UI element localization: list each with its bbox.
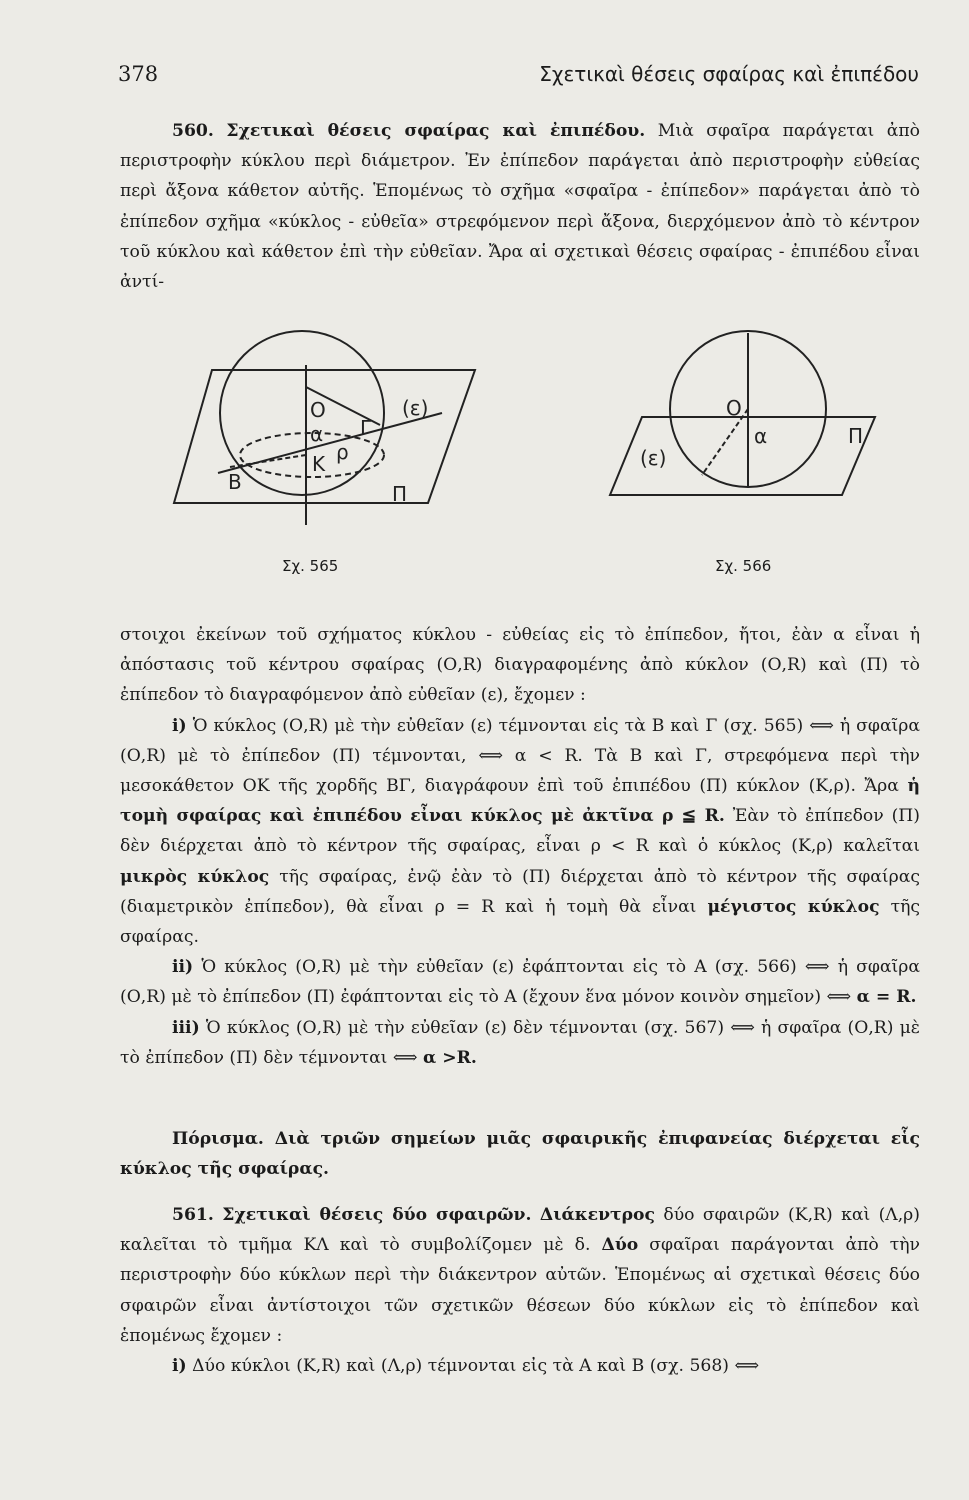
section-561-case-i-label: i) [172,1356,187,1377]
running-header [118,62,919,92]
label-P-565: Π [392,482,408,506]
section-561-case-i-text: Δύο κύκλοι (Κ,R) καὶ (Λ,ρ) τέμνονται εἰς τὰ Α καὶ Β (σχ. 568) ⟺ [192,1356,760,1377]
case-i-paragraph [120,711,920,953]
label-Gamma-565: Γ [360,416,372,440]
figure-565-drawing [170,325,900,590]
label-K-565: Κ [312,452,326,476]
section-561 [120,1200,920,1381]
case-i-text4: τῆς σφαίρας. [120,896,921,948]
label-P-566: Π [848,424,864,448]
case-i-text1: Ὁ κύκλος (Ο,R) μὲ τὴν εὐθεῖαν (ε) τέμνονται εἰς τὰ Β καὶ Γ (σχ. 565) ⟺ ἡ σφαῖρα (Ο,R) μὲ τὸ ἐπίπεδον (Π) τέμνονται, ⟺ α < R. Τὰ Β καὶ Γ, στρεφόμενα περὶ τὴν μεσοκάθετον ΟΚ τῆς χορδῆς ΒΓ, διαγράφουν ἐπὶ τοῦ ἐπιπέδου (Π) κύκλον (Κ,ρ). Ἄρα [120,715,920,797]
case-iii-label: iii) [172,1017,200,1038]
figure-565-caption: Σχ. 565 [282,557,339,575]
corollary-title: Πόρισμα. [172,1129,264,1149]
plane-P-565 [174,370,475,503]
section-561-text2: σφαῖραι παράγονται ἀπὸ τὴν περιστροφὴν δύο κύκλων περὶ τὴν διάκεντρον αὐτῶν. Ἑπομένως αἱ σχετικαὶ θέσεις δύο σφαιρῶν εἶναι ἀντίστοιχοι τῶν σχετικῶν θέσεων δύο κύκλων εἰς τὸ ἐπίπεδον καὶ ἑπομένως ἔχομεν : [120,1235,921,1346]
label-O-566: Ο [726,396,742,420]
section-560-number: 560. [172,121,214,141]
case-iii-bold: α >R. [423,1047,477,1068]
case-ii-text: Ὁ κύκλος (Ο,R) μὲ τὴν εὐθεῖαν (ε) ἐφάπτονται εἰς τὸ Α (σχ. 566) ⟺ ἡ σφαῖρα (Ο,R) μὲ τὸ ἐπίπεδον (Π) ἐφάπτονται εἰς τὸ Α (ἔχουν ἕνα μόνον κοινὸν σημεῖον) ⟺ [120,957,920,1008]
section-560-paragraph [120,116,920,297]
section-560-title: Σχετικαὶ θέσεις σφαίρας καὶ ἐπιπέδου. [226,121,646,141]
section-561-number: 561. [172,1205,214,1225]
figure-566-caption: Σχ. 566 [715,557,772,575]
label-O-565: O [310,398,326,422]
label-alpha-566: α [754,424,768,448]
case-i-text2: Ἐὰν τὸ ἐπίπεδον (Π) δὲν διέρχεται ἀπὸ τὸ κέντρον τῆς σφαίρας, εἶναι ρ < R καὶ ὁ κύκλος (Κ,ρ) καλεῖται [120,806,920,857]
section-561-text1: δύο σφαιρῶν (Κ,R) καὶ (Λ,ρ) καλεῖται τὸ τμῆμα ΚΛ καὶ τὸ συμβολίζομεν μὲ δ. [120,1205,920,1256]
section-560-text: Μιὰ σφαῖρα παράγεται ἀπὸ περιστροφὴν κύκλου περὶ διάμετρον. Ἐν ἐπίπεδον παράγεται ἀπὸ περιστροφὴν εὐθείας περὶ ἄξονα κάθετον αὐτῆς. Ἑπομένως τὸ σχῆμα «σφαῖρα - ἐπίπεδον» παράγεται ἀπὸ τὸ ἐπίπεδον σχῆμα «κύκλος - εὐθεῖα» στρεφόμενον περὶ ἄξονα, διερχόμενον ἀπὸ τὸ κέντρον τοῦ κύκλου καὶ κάθετον ἐπὶ τὴν εὐθεῖαν. Ἄρα αἱ σχετικαὶ θέσεις σφαίρας - ἐπιπέδου εἶναι ἀντί- [120,121,920,293]
sphere-outline-565 [220,331,384,495]
corollary-paragraph [120,1124,920,1184]
case-i-bold2: μικρὸς κύκλος [120,866,270,887]
case-ii-bold: α = R. [856,987,917,1008]
section-560 [120,116,920,297]
section-561-title: Σχετικαὶ θέσεις δύο σφαιρῶν. [222,1205,532,1225]
case-iii-text: Ὁ κύκλος (Ο,R) μὲ τὴν εὐθεῖαν (ε) δὲν τέμνονται (σχ. 567) ⟺ ἡ σφαῖρα (Ο,R) μὲ τὸ ἐπίπεδον (Π) δὲν τέμνονται ⟺ [120,1017,920,1068]
intro-paragraph: στοιχοι ἐκείνων τοῦ σχήματος κύκλου - εὐθείας εἰς τὸ ἐπίπεδον, ἤτοι, ἐὰν α εἶναι ἡ ἀπόστασις τοῦ κέντρου σφαίρας (Ο,R) διαγραφομένης ἀπὸ κύκλον (Ο,R) καὶ (Π) τὸ ἐπίπεδον τὸ διαγραφόμενον ἀπὸ εὐθεῖαν (ε), ἔχομεν : [120,625,920,706]
case-iii-paragraph [120,1013,920,1073]
section-561-bold2: Δύο [601,1235,639,1256]
section-561-term: Διάκεντρος [539,1205,655,1225]
section-561-case-i [120,1351,920,1381]
running-title: Σχετικαὶ θέσεις σφαίρας καὶ ἐπιπέδου [539,62,919,86]
corollary-text: Διὰ τριῶν σημείων μιᾶς σφαιρικῆς ἐπιφανείας διέρχεται εἷς κύκλος τῆς σφαίρας. [120,1129,921,1180]
section-560-continued [120,620,920,1073]
case-i-bold1: ἡ τομὴ σφαίρας καὶ ἐπιπέδου εἶναι κύκλος μὲ ἀκτῖνα ρ ≦ R. [120,776,920,827]
page-number: 378 [118,62,159,86]
label-alpha-565: α [310,422,324,446]
section-561-paragraph [120,1200,920,1351]
case-ii-paragraph [120,952,920,1012]
figures-row [170,325,900,590]
label-epsilon-566: (ε) [640,446,667,470]
case-i-text3: τῆς σφαίρας, ἐνῷ ἐὰν τὸ (Π) διέρχεται ἀπὸ τὸ κέντρον τῆς σφαίρας (διαμετρικὸν ἐπίπεδον), θὰ εἶναι ρ = R καὶ ἡ τομὴ θὰ εἶναι [120,866,920,917]
case-ii-label: ii) [172,957,194,978]
corollary [120,1124,920,1184]
case-i-bold3: μέγιστος κύκλος [707,896,880,917]
case-i-label: i) [172,715,187,736]
label-B-565: Β [228,470,242,494]
label-rho-565: ρ [336,440,349,464]
label-epsilon-565: (ε) [402,396,429,420]
